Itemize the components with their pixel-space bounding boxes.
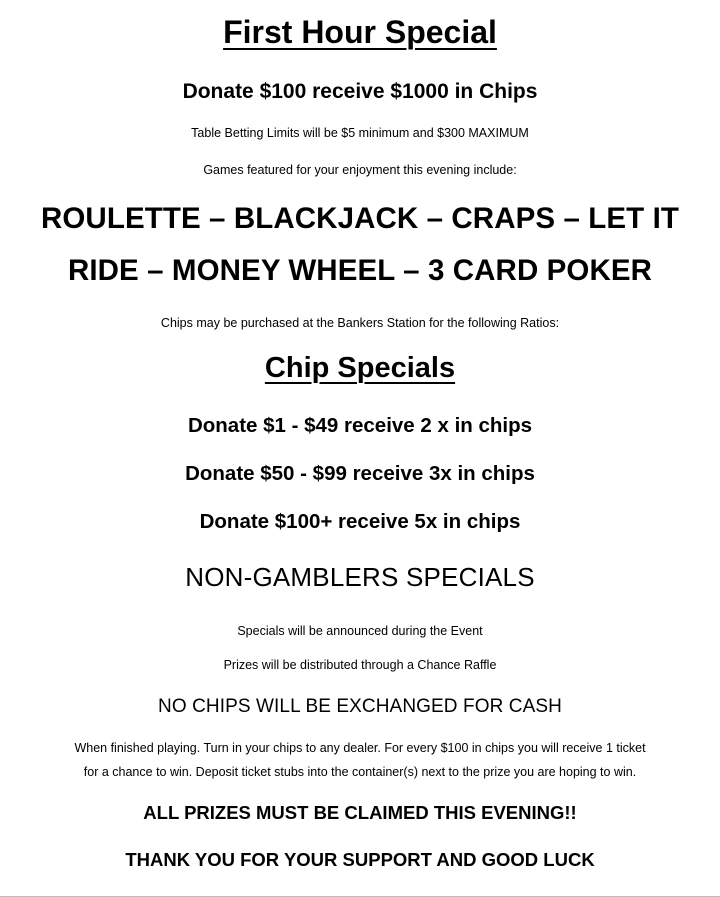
non-gamblers-title: NON-GAMBLERS SPECIALS bbox=[185, 562, 535, 592]
claim-prizes-notice: ALL PRIZES MUST BE CLAIMED THIS EVENING!! bbox=[143, 802, 577, 823]
chip-specials-title: Chip Specials bbox=[264, 352, 456, 384]
chip-special-3: Donate $100+ receive 5x in chips bbox=[199, 510, 521, 533]
games-list-line-1: ROULETTE – BLACKJACK – CRAPS – LET IT bbox=[40, 202, 679, 235]
games-intro-text: Games featured for your enjoyment this evening include: bbox=[203, 163, 517, 177]
finish-instructions-line-2: for a chance to win. Deposit ticket stubs into the container(s) next to the prize you are hoping to win. bbox=[83, 765, 637, 779]
no-cash-notice: NO CHIPS WILL BE EXCHANGED FOR CASH bbox=[158, 696, 562, 717]
prizes-distribution-text: Prizes will be distributed through a Chance Raffle bbox=[223, 658, 497, 672]
finish-instructions-line-1: When finished playing. Turn in your chips to any dealer. For every $100 in chips you will receive 1 ticket bbox=[74, 741, 646, 755]
betting-limits-text: Table Betting Limits will be $5 minimum and $300 MAXIMUM bbox=[191, 126, 529, 140]
chip-special-1: Donate $1 - $49 receive 2 x in chips bbox=[187, 414, 533, 437]
thank-you-message: THANK YOU FOR YOUR SUPPORT AND GOOD LUCK bbox=[125, 849, 595, 870]
chip-special-2: Donate $50 - $99 receive 3x in chips bbox=[185, 462, 535, 485]
games-list-line-2: RIDE – MONEY WHEEL – 3 CARD POKER bbox=[67, 254, 653, 287]
first-hour-offer: Donate $100 receive $1000 in Chips bbox=[182, 80, 538, 103]
specials-announced-text: Specials will be announced during the Event bbox=[237, 624, 483, 638]
chips-purchase-text: Chips may be purchased at the Bankers Station for the following Ratios: bbox=[160, 316, 560, 330]
flyer-title: First Hour Special bbox=[223, 14, 497, 50]
